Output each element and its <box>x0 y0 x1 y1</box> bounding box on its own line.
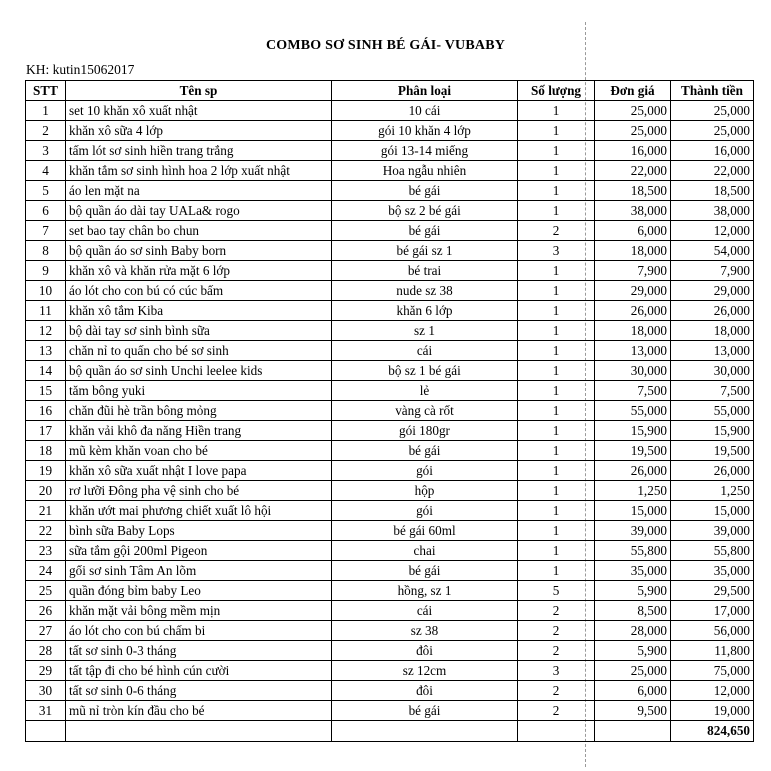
cell-variant: hồng, sz 1 <box>332 581 518 601</box>
cell-line-total: 11,800 <box>671 641 754 661</box>
table-row <box>26 681 754 701</box>
customer-label: KH: kutin15062017 <box>26 62 135 77</box>
cell-variant: sz 38 <box>332 621 518 641</box>
cell-product-name: set 10 khăn xô xuất nhật <box>66 101 332 121</box>
table-row <box>26 501 754 521</box>
table-row <box>26 461 754 481</box>
cell-stt: 2 <box>26 121 66 141</box>
cell-unit-price: 18,500 <box>595 181 671 201</box>
cell-variant: Hoa ngẫu nhiên <box>332 161 518 181</box>
cell-stt: 15 <box>26 381 66 401</box>
cell-unit-price: 15,000 <box>595 501 671 521</box>
cell-product-name: tất sơ sinh 0-3 tháng <box>66 641 332 661</box>
cell-unit-price: 8,500 <box>595 601 671 621</box>
table-header-row <box>26 81 754 101</box>
cell-quantity: 2 <box>518 681 595 701</box>
table-row <box>26 661 754 681</box>
cell-quantity: 1 <box>518 201 595 221</box>
cell-product-name: gối sơ sinh Tâm An lõm <box>66 561 332 581</box>
cell-line-total: 7,500 <box>671 381 754 401</box>
table-row <box>26 341 754 361</box>
header-type: Phân loại <box>332 81 518 101</box>
cell-quantity: 1 <box>518 281 595 301</box>
cell-variant: 10 cái <box>332 101 518 121</box>
cell-quantity: 1 <box>518 341 595 361</box>
table-row <box>26 181 754 201</box>
cell-unit-price: 35,000 <box>595 561 671 581</box>
cell-quantity: 1 <box>518 401 595 421</box>
cell-line-total: 56,000 <box>671 621 754 641</box>
cell-stt: 30 <box>26 681 66 701</box>
table-row <box>26 701 754 721</box>
cell-unit-price: 26,000 <box>595 301 671 321</box>
table-row <box>26 481 754 501</box>
header-total: Thành tiền <box>671 81 754 101</box>
cell-line-total: 54,000 <box>671 241 754 261</box>
cell-unit-price: 26,000 <box>595 461 671 481</box>
cell-unit-price: 22,000 <box>595 161 671 181</box>
cell-line-total: 26,000 <box>671 301 754 321</box>
cell-line-total: 29,500 <box>671 581 754 601</box>
cell-unit-price: 9,500 <box>595 701 671 721</box>
cell-product-name: rơ lưỡi Đông pha vệ sinh cho bé <box>66 481 332 501</box>
table-row <box>26 221 754 241</box>
cell-variant: cái <box>332 341 518 361</box>
cell-stt: 10 <box>26 281 66 301</box>
cell-variant: bộ sz 2 bé gái <box>332 201 518 221</box>
cell-variant: vàng cà rốt <box>332 401 518 421</box>
cell-line-total: 18,000 <box>671 321 754 341</box>
table-row <box>26 241 754 261</box>
cell-product-name: tấm lót sơ sinh hiền trang trắng <box>66 141 332 161</box>
cell-line-total: 39,000 <box>671 521 754 541</box>
cell-unit-price: 38,000 <box>595 201 671 221</box>
cell-product-name: chăn đũi hè trần bông mỏng <box>66 401 332 421</box>
cell-quantity: 2 <box>518 641 595 661</box>
cell-unit-price: 25,000 <box>595 661 671 681</box>
cell-quantity: 2 <box>518 221 595 241</box>
cell-quantity: 2 <box>518 601 595 621</box>
cell-unit-price: 7,900 <box>595 261 671 281</box>
cell-stt: 27 <box>26 621 66 641</box>
cell-variant: gói 10 khăn 4 lớp <box>332 121 518 141</box>
cell-variant: bé gái 60ml <box>332 521 518 541</box>
cell-line-total: 15,000 <box>671 501 754 521</box>
cell-unit-price: 5,900 <box>595 641 671 661</box>
table-row <box>26 161 754 181</box>
cell-stt: 5 <box>26 181 66 201</box>
cell-stt: 7 <box>26 221 66 241</box>
cell-stt: 3 <box>26 141 66 161</box>
cell-product-name: sữa tắm gội 200ml Pigeon <box>66 541 332 561</box>
cell-variant: nude sz 38 <box>332 281 518 301</box>
cell-quantity: 5 <box>518 581 595 601</box>
cell-product-name: bộ dài tay sơ sinh bình sữa <box>66 321 332 341</box>
cell-variant: bé gái <box>332 221 518 241</box>
cell-stt: 22 <box>26 521 66 541</box>
table-row <box>26 541 754 561</box>
header-stt: STT <box>26 81 66 101</box>
cell-quantity: 1 <box>518 461 595 481</box>
cell-variant: hộp <box>332 481 518 501</box>
cell-quantity: 1 <box>518 141 595 161</box>
cell-line-total: 1,250 <box>671 481 754 501</box>
cell-unit-price: 7,500 <box>595 381 671 401</box>
cell-product-name: bộ quần áo sơ sinh Baby born <box>66 241 332 261</box>
table-row <box>26 321 754 341</box>
table-row <box>26 201 754 221</box>
cell-variant: bé gái <box>332 441 518 461</box>
cell-unit-price: 6,000 <box>595 221 671 241</box>
cell-quantity: 1 <box>518 301 595 321</box>
cell-line-total: 12,000 <box>671 221 754 241</box>
cell-unit-price: 6,000 <box>595 681 671 701</box>
cell-stt: 11 <box>26 301 66 321</box>
cell-unit-price: 18,000 <box>595 321 671 341</box>
cell-unit-price: 30,000 <box>595 361 671 381</box>
table-row <box>26 101 754 121</box>
cell-product-name: khăn ướt mai phương chiết xuất lô hội <box>66 501 332 521</box>
cell-stt: 24 <box>26 561 66 581</box>
cell-product-name: bình sữa Baby Lops <box>66 521 332 541</box>
table-row <box>26 621 754 641</box>
cell-quantity: 1 <box>518 521 595 541</box>
cell-variant: bé gái <box>332 181 518 201</box>
cell-line-total: 17,000 <box>671 601 754 621</box>
cell-product-name: quần đóng bỉm baby Leo <box>66 581 332 601</box>
cell-line-total: 7,900 <box>671 261 754 281</box>
cell-line-total: 35,000 <box>671 561 754 581</box>
cell-product-name: khăn xô tắm Kiba <box>66 301 332 321</box>
cell-quantity: 1 <box>518 441 595 461</box>
cell-quantity: 1 <box>518 361 595 381</box>
cell-unit-price: 55,000 <box>595 401 671 421</box>
cell-stt: 17 <box>26 421 66 441</box>
page-title: COMBO SƠ SINH BÉ GÁI- VUBABY <box>265 38 506 53</box>
cell-quantity: 1 <box>518 541 595 561</box>
cell-product-name: mũ kèm khăn voan cho bé <box>66 441 332 461</box>
table-row <box>26 421 754 441</box>
cell-product-name: khăn xô sữa 4 lớp <box>66 121 332 141</box>
cell-variant: đôi <box>332 641 518 661</box>
cell-stt: 1 <box>26 101 66 121</box>
table-row <box>26 141 754 161</box>
cell-variant: cái <box>332 601 518 621</box>
cell-quantity: 1 <box>518 381 595 401</box>
cell-quantity: 1 <box>518 101 595 121</box>
cell-variant: chai <box>332 541 518 561</box>
header-qty: Số lượng <box>518 81 595 101</box>
cell-unit-price: 25,000 <box>595 121 671 141</box>
empty-cell <box>518 721 595 742</box>
cell-product-name: áo lót cho con bú có cúc bấm <box>66 281 332 301</box>
cell-quantity: 1 <box>518 481 595 501</box>
cell-product-name: tăm bông yuki <box>66 381 332 401</box>
table-row <box>26 121 754 141</box>
cell-variant: gói 180gr <box>332 421 518 441</box>
cell-stt: 21 <box>26 501 66 521</box>
cell-stt: 12 <box>26 321 66 341</box>
cell-line-total: 13,000 <box>671 341 754 361</box>
table-row <box>26 281 754 301</box>
cell-product-name: khăn mặt vải bông mềm mịn <box>66 601 332 621</box>
table-row <box>26 361 754 381</box>
cell-quantity: 1 <box>518 421 595 441</box>
cell-quantity: 1 <box>518 161 595 181</box>
cell-quantity: 2 <box>518 701 595 721</box>
table-row <box>26 301 754 321</box>
table-row <box>26 521 754 541</box>
header-price: Đơn giá <box>595 81 671 101</box>
cell-quantity: 1 <box>518 261 595 281</box>
cell-stt: 13 <box>26 341 66 361</box>
cell-product-name: set bao tay chân bo chun <box>66 221 332 241</box>
table-row <box>26 581 754 601</box>
grand-total-value: 824,650 <box>671 721 754 742</box>
cell-line-total: 55,000 <box>671 401 754 421</box>
cell-variant: bé trai <box>332 261 518 281</box>
cell-line-total: 75,000 <box>671 661 754 681</box>
cell-product-name: áo len mặt na <box>66 181 332 201</box>
cell-product-name: bộ quần áo sơ sinh Unchi leelee kids <box>66 361 332 381</box>
cell-variant: gói <box>332 501 518 521</box>
cell-unit-price: 39,000 <box>595 521 671 541</box>
grand-total-row <box>26 721 754 742</box>
cell-quantity: 1 <box>518 321 595 341</box>
cell-line-total: 26,000 <box>671 461 754 481</box>
cell-quantity: 1 <box>518 501 595 521</box>
table-row <box>26 601 754 621</box>
cell-line-total: 25,000 <box>671 101 754 121</box>
table-row <box>26 401 754 421</box>
cell-unit-price: 55,800 <box>595 541 671 561</box>
cell-unit-price: 16,000 <box>595 141 671 161</box>
cell-stt: 28 <box>26 641 66 661</box>
empty-cell <box>332 721 518 742</box>
cell-stt: 18 <box>26 441 66 461</box>
cell-variant: bé gái <box>332 701 518 721</box>
cell-stt: 26 <box>26 601 66 621</box>
cell-line-total: 29,000 <box>671 281 754 301</box>
cell-variant: gói 13-14 miếng <box>332 141 518 161</box>
empty-cell <box>595 721 671 742</box>
cell-variant: khăn 6 lớp <box>332 301 518 321</box>
cell-line-total: 12,000 <box>671 681 754 701</box>
cell-variant: gói <box>332 461 518 481</box>
cell-variant: sz 1 <box>332 321 518 341</box>
cell-product-name: bộ quần áo dài tay UALa& rogo <box>66 201 332 221</box>
cell-stt: 4 <box>26 161 66 181</box>
table-row <box>26 561 754 581</box>
empty-cell <box>26 721 66 742</box>
header-name: Tên sp <box>66 81 332 101</box>
table-row <box>26 381 754 401</box>
cell-unit-price: 28,000 <box>595 621 671 641</box>
cell-unit-price: 15,900 <box>595 421 671 441</box>
cell-quantity: 1 <box>518 561 595 581</box>
cell-unit-price: 5,900 <box>595 581 671 601</box>
cell-variant: đôi <box>332 681 518 701</box>
cell-product-name: tất sơ sinh 0-6 tháng <box>66 681 332 701</box>
cell-product-name: khăn xô sữa xuất nhật I love papa <box>66 461 332 481</box>
cell-unit-price: 19,500 <box>595 441 671 461</box>
cell-quantity: 2 <box>518 621 595 641</box>
cell-variant: bộ sz 1 bé gái <box>332 361 518 381</box>
cell-product-name: chăn nỉ to quấn cho bé sơ sinh <box>66 341 332 361</box>
cell-line-total: 19,500 <box>671 441 754 461</box>
order-table <box>25 80 754 742</box>
cell-unit-price: 18,000 <box>595 241 671 261</box>
cell-variant: lẻ <box>332 381 518 401</box>
cell-variant: sz 12cm <box>332 661 518 681</box>
cell-quantity: 1 <box>518 181 595 201</box>
table-row <box>26 441 754 461</box>
cell-unit-price: 13,000 <box>595 341 671 361</box>
cell-line-total: 25,000 <box>671 121 754 141</box>
cell-stt: 16 <box>26 401 66 421</box>
cell-quantity: 1 <box>518 121 595 141</box>
empty-cell <box>66 721 332 742</box>
cell-line-total: 16,000 <box>671 141 754 161</box>
cell-line-total: 22,000 <box>671 161 754 181</box>
table-row <box>26 261 754 281</box>
cell-product-name: khăn xô và khăn rửa mặt 6 lớp <box>66 261 332 281</box>
cell-stt: 19 <box>26 461 66 481</box>
table-body <box>26 101 754 721</box>
cell-product-name: mũ nỉ tròn kín đầu cho bé <box>66 701 332 721</box>
table-row <box>26 641 754 661</box>
cell-product-name: áo lót cho con bú chấm bi <box>66 621 332 641</box>
cell-line-total: 55,800 <box>671 541 754 561</box>
cell-stt: 14 <box>26 361 66 381</box>
cell-product-name: khăn tắm sơ sinh hình hoa 2 lớp xuất nhật <box>66 161 332 181</box>
cell-variant: bé gái sz 1 <box>332 241 518 261</box>
cell-unit-price: 25,000 <box>595 101 671 121</box>
cell-line-total: 19,000 <box>671 701 754 721</box>
cell-quantity: 3 <box>518 241 595 261</box>
cell-stt: 20 <box>26 481 66 501</box>
cell-stt: 23 <box>26 541 66 561</box>
cell-stt: 29 <box>26 661 66 681</box>
cell-stt: 9 <box>26 261 66 281</box>
cell-variant: bé gái <box>332 561 518 581</box>
cell-stt: 8 <box>26 241 66 261</box>
cell-line-total: 15,900 <box>671 421 754 441</box>
cell-line-total: 18,500 <box>671 181 754 201</box>
cell-quantity: 3 <box>518 661 595 681</box>
cell-line-total: 30,000 <box>671 361 754 381</box>
cell-stt: 31 <box>26 701 66 721</box>
cell-stt: 25 <box>26 581 66 601</box>
cell-product-name: khăn vải khô đa năng Hiền trang <box>66 421 332 441</box>
cell-line-total: 38,000 <box>671 201 754 221</box>
cell-stt: 6 <box>26 201 66 221</box>
cell-product-name: tất tập đi cho bé hình cún cười <box>66 661 332 681</box>
cell-unit-price: 29,000 <box>595 281 671 301</box>
cell-unit-price: 1,250 <box>595 481 671 501</box>
